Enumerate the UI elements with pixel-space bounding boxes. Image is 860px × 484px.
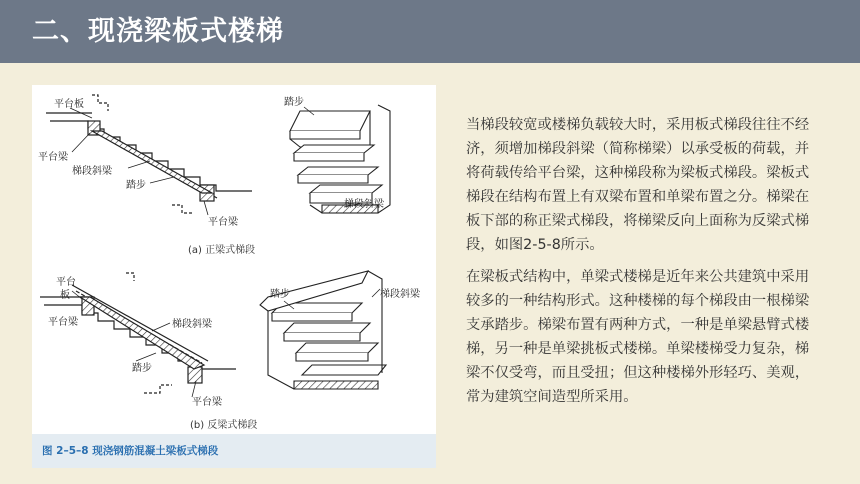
label-3d-stringer-b: 梯段斜梁 xyxy=(380,289,420,300)
label-platform-beam-b-right: 平台梁 xyxy=(192,397,222,408)
body-text xyxy=(466,113,816,417)
label-platform: 平台 xyxy=(56,277,76,288)
subcaption-a: (a) 正梁式梯段 xyxy=(188,245,256,256)
figure-caption: 图 2–5–8 现浇钢筋混凝土梁板式梯段 xyxy=(32,434,436,468)
subcaption-b: (b) 反梁式梯段 xyxy=(190,420,258,431)
label-stringer-a: 梯段斜梁 xyxy=(72,166,112,177)
label-3d-step-b: 踏步 xyxy=(270,289,290,300)
paragraph-1: 当梯段较宽或楼梯负载较大时，采用板式梯段往往不经济，须增加梯段斜梁（简称梯梁）以承受板的荷载，并将荷载传给平台梁，这种梯段称为梁板式梯段。梁板式梯段在结构布置上有双梁布置和单梁布置之分。梯梁在板下部的称正梁式梯段，将梯梁反向上面称为反梁式梯段，如图2-5-8所示。 xyxy=(466,117,810,253)
label-slab: 板 xyxy=(60,290,70,301)
label-stringer-b: 梯段斜梁 xyxy=(172,319,212,330)
label-3d-step-a: 踏步 xyxy=(284,97,304,108)
label-platform-beam-b: 平台梁 xyxy=(48,317,78,328)
page-title: 二、现浇梁板式楼梯 xyxy=(32,16,284,47)
stair-3d-a xyxy=(290,105,390,213)
label-step-b: 踏步 xyxy=(132,363,152,374)
stair-drawings xyxy=(32,85,436,468)
label-3d-stringer-a: 梯段斜梁 xyxy=(344,199,384,210)
label-platform-slab: 平台板 xyxy=(54,99,84,110)
section-a-drawing xyxy=(46,95,252,213)
paragraph-2: 在梁板式结构中，单梁式楼梯是近年来公共建筑中采用较多的一种结构形式。这种楼梯的每个梯段由一根梯梁支承踏步。梯梁布置有两种方式，一种是单梁悬臂式楼梯，另一种是单梁挑板式楼梯。单梁楼梯受力复杂，梯梁不仅受弯，而且受扭；但这种楼梯外形轻巧、美观，常为建筑空间造型所采用。 xyxy=(466,269,810,405)
title-bar xyxy=(0,0,860,63)
label-platform-beam-left: 平台梁 xyxy=(38,152,68,163)
label-step-a: 踏步 xyxy=(126,180,146,191)
stair-figure xyxy=(32,85,436,468)
label-platform-beam-right: 平台梁 xyxy=(208,217,238,228)
